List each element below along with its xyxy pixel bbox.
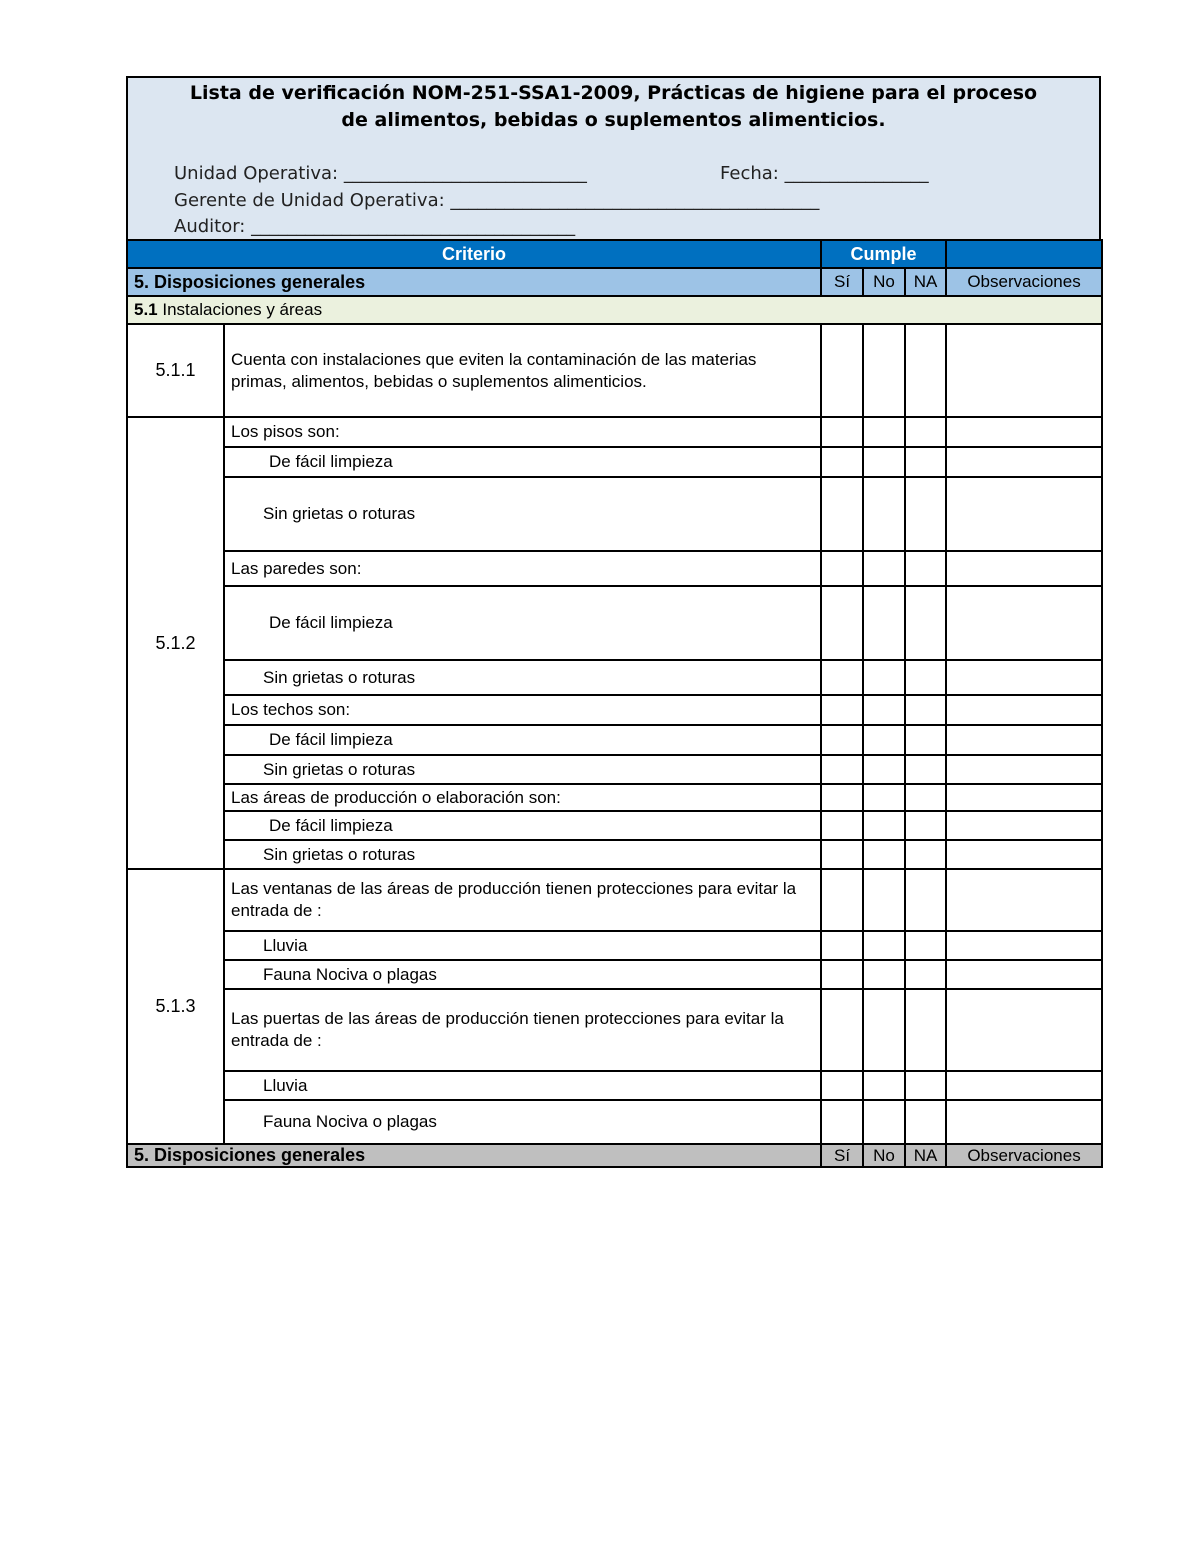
- cumple-header: Cumple: [821, 240, 946, 268]
- criterion-text: De fácil limpieza: [224, 586, 821, 660]
- na-cell[interactable]: [905, 660, 946, 695]
- table-row: [127, 840, 1102, 869]
- table-row: [127, 811, 1102, 840]
- criterion-text: Fauna Nociva o plagas: [224, 960, 821, 989]
- table-row: [127, 869, 1102, 931]
- no-cell[interactable]: [863, 586, 905, 660]
- na-cell[interactable]: [905, 869, 946, 931]
- blank-header: [946, 240, 1102, 268]
- si-cell[interactable]: [821, 960, 863, 989]
- no-cell[interactable]: [863, 840, 905, 869]
- na-cell[interactable]: [905, 931, 946, 960]
- section-row: [127, 268, 1102, 296]
- observaciones-cell[interactable]: [946, 551, 1102, 586]
- si-cell[interactable]: [821, 660, 863, 695]
- auditor-field[interactable]: Auditor: ____________________________________: [174, 216, 576, 237]
- observaciones-cell[interactable]: [946, 784, 1102, 811]
- si-cell[interactable]: [821, 477, 863, 551]
- table-row: [127, 660, 1102, 695]
- si-cell[interactable]: [821, 417, 863, 447]
- no-cell[interactable]: [863, 725, 905, 755]
- si-cell[interactable]: [821, 551, 863, 586]
- table-row: [127, 324, 1102, 417]
- na-cell[interactable]: [905, 551, 946, 586]
- observaciones-cell[interactable]: [946, 447, 1102, 477]
- na-cell[interactable]: [905, 417, 946, 447]
- observaciones-cell[interactable]: [946, 477, 1102, 551]
- item-code: 5.1.3: [127, 869, 224, 1144]
- no-cell[interactable]: [863, 960, 905, 989]
- table-row: [127, 447, 1102, 477]
- si-cell[interactable]: [821, 1071, 863, 1100]
- table-row: [127, 477, 1102, 551]
- observaciones-cell[interactable]: [946, 417, 1102, 447]
- criterion-text: Los techos son:: [224, 695, 821, 725]
- na-cell[interactable]: [905, 1071, 946, 1100]
- checklist-table: [126, 239, 1103, 1168]
- na-column-label: NA: [905, 1144, 946, 1167]
- gerente-field[interactable]: Gerente de Unidad Operativa: _________________________________________: [174, 190, 820, 211]
- table-row: [127, 586, 1102, 660]
- no-cell[interactable]: [863, 660, 905, 695]
- na-cell[interactable]: [905, 1100, 946, 1144]
- criterion-text: Las paredes son:: [224, 551, 821, 586]
- criterio-header: Criterio: [127, 240, 821, 268]
- observaciones-cell[interactable]: [946, 840, 1102, 869]
- observaciones-cell[interactable]: [946, 324, 1102, 417]
- no-column-label: No: [863, 1144, 905, 1167]
- na-cell[interactable]: [905, 695, 946, 725]
- table-row: [127, 784, 1102, 811]
- criterion-text: De fácil limpieza: [224, 447, 821, 477]
- na-cell[interactable]: [905, 784, 946, 811]
- si-cell[interactable]: [821, 989, 863, 1071]
- no-cell[interactable]: [863, 931, 905, 960]
- criterion-text: Las puertas de las áreas de producción tienen protecciones para evitar la entrada de :: [224, 989, 821, 1071]
- si-cell[interactable]: [821, 725, 863, 755]
- no-cell[interactable]: [863, 447, 905, 477]
- table-row: [127, 1100, 1102, 1144]
- criterion-text: Cuenta con instalaciones que eviten la contaminación de las materias primas, alimentos, bebidas o suplementos alimenticios.: [224, 324, 821, 417]
- no-cell[interactable]: [863, 417, 905, 447]
- na-cell[interactable]: [905, 755, 946, 784]
- observaciones-cell[interactable]: [946, 725, 1102, 755]
- si-column-label: Sí: [821, 1144, 863, 1167]
- si-cell[interactable]: [821, 755, 863, 784]
- table-row: [127, 695, 1102, 725]
- na-column-label: NA: [905, 268, 946, 296]
- observaciones-cell[interactable]: [946, 660, 1102, 695]
- observaciones-column-label: Observaciones: [946, 1144, 1102, 1167]
- na-cell[interactable]: [905, 989, 946, 1071]
- na-cell[interactable]: [905, 840, 946, 869]
- table-row: [127, 551, 1102, 586]
- criterion-text: Sin grietas o roturas: [224, 755, 821, 784]
- footer-section-title: 5. Disposiciones generales: [127, 1144, 821, 1167]
- observaciones-cell[interactable]: [946, 586, 1102, 660]
- si-cell[interactable]: [821, 324, 863, 417]
- title-line-1: Lista de verificación NOM-251-SSA1-2009, Prácticas de higiene para el proceso: [189, 82, 1038, 104]
- observaciones-cell[interactable]: [946, 1071, 1102, 1100]
- form-title: [128, 80, 1099, 134]
- no-cell[interactable]: [863, 477, 905, 551]
- no-cell[interactable]: [863, 695, 905, 725]
- observaciones-cell[interactable]: [946, 811, 1102, 840]
- checklist-sheet: [126, 76, 1101, 1168]
- no-cell[interactable]: [863, 989, 905, 1071]
- title-line-2: de alimentos, bebidas o suplementos alimenticios.: [341, 109, 886, 131]
- criterion-text: Las ventanas de las áreas de producción tienen protecciones para evitar la entrada de :: [224, 869, 821, 931]
- section-title: 5. Disposiciones generales: [127, 268, 821, 296]
- no-cell[interactable]: [863, 1100, 905, 1144]
- footer-section-row: [127, 1144, 1102, 1167]
- na-cell[interactable]: [905, 811, 946, 840]
- no-cell[interactable]: [863, 1071, 905, 1100]
- table-row: [127, 755, 1102, 784]
- observaciones-cell[interactable]: [946, 989, 1102, 1071]
- si-cell[interactable]: [821, 1100, 863, 1144]
- si-column-label: Sí: [821, 268, 863, 296]
- criterion-text: De fácil limpieza: [224, 725, 821, 755]
- observaciones-cell[interactable]: [946, 869, 1102, 931]
- no-cell[interactable]: [863, 551, 905, 586]
- no-cell[interactable]: [863, 324, 905, 417]
- criterion-text: Lluvia: [224, 931, 821, 960]
- table-row: [127, 931, 1102, 960]
- form-header: [126, 76, 1101, 239]
- na-cell[interactable]: [905, 447, 946, 477]
- na-cell[interactable]: [905, 960, 946, 989]
- table-row: [127, 1071, 1102, 1100]
- criterion-text: Los pisos son:: [224, 417, 821, 447]
- observaciones-cell[interactable]: [946, 960, 1102, 989]
- table-row: [127, 960, 1102, 989]
- no-column-label: No: [863, 268, 905, 296]
- table-row: [127, 417, 1102, 447]
- table-row: [127, 725, 1102, 755]
- item-code: 5.1.1: [127, 324, 224, 417]
- unidad-operativa-field[interactable]: Unidad Operativa: ___________________________: [174, 163, 587, 184]
- si-cell[interactable]: [821, 811, 863, 840]
- observaciones-cell[interactable]: [946, 755, 1102, 784]
- no-cell[interactable]: [863, 811, 905, 840]
- no-cell[interactable]: [863, 784, 905, 811]
- fecha-field[interactable]: Fecha: ________________: [720, 163, 929, 184]
- column-header-row: [127, 240, 1102, 268]
- si-cell[interactable]: [821, 931, 863, 960]
- observaciones-cell[interactable]: [946, 931, 1102, 960]
- si-cell[interactable]: [821, 784, 863, 811]
- na-cell[interactable]: [905, 725, 946, 755]
- si-cell[interactable]: [821, 695, 863, 725]
- subsection-title: [127, 296, 1102, 324]
- si-cell[interactable]: [821, 869, 863, 931]
- na-cell[interactable]: [905, 324, 946, 417]
- subsection-label: Instalaciones y áreas: [157, 300, 323, 319]
- item-code: 5.1.2: [127, 417, 224, 869]
- subsection-number: 5.1: [134, 300, 158, 319]
- no-cell[interactable]: [863, 869, 905, 931]
- criterion-text: Sin grietas o roturas: [224, 840, 821, 869]
- observaciones-column-label: Observaciones: [946, 268, 1102, 296]
- na-cell[interactable]: [905, 477, 946, 551]
- observaciones-cell[interactable]: [946, 695, 1102, 725]
- criterion-text: Las áreas de producción o elaboración son:: [224, 784, 821, 811]
- table-row: [127, 989, 1102, 1071]
- criterion-text: Lluvia: [224, 1071, 821, 1100]
- na-cell[interactable]: [905, 586, 946, 660]
- criterion-text: Sin grietas o roturas: [224, 660, 821, 695]
- si-cell[interactable]: [821, 447, 863, 477]
- no-cell[interactable]: [863, 755, 905, 784]
- subsection-row: [127, 296, 1102, 324]
- si-cell[interactable]: [821, 840, 863, 869]
- criterion-text: Sin grietas o roturas: [224, 477, 821, 551]
- criterion-text: Fauna Nociva o plagas: [224, 1100, 821, 1144]
- observaciones-cell[interactable]: [946, 1100, 1102, 1144]
- si-cell[interactable]: [821, 586, 863, 660]
- criterion-text: De fácil limpieza: [224, 811, 821, 840]
